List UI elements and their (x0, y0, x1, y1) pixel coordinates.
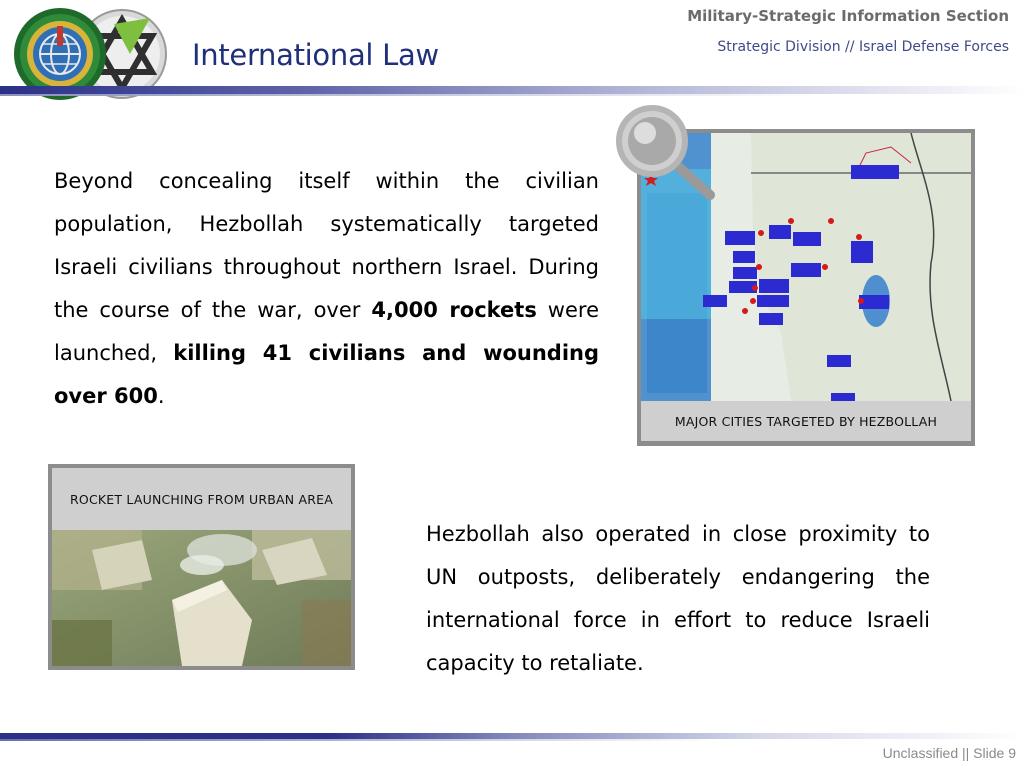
paragraph-un-outposts: Hezbollah also operated in close proximity to UN outposts, deliberately endangering the international force in effort to reduce Israeli capacity to retaliate. (426, 522, 930, 675)
org-title: Military-Strategic Information Section (687, 7, 1009, 25)
page-title: International Law (192, 38, 439, 72)
paragraph-text: Beyond concealing itself within the civilian population, Hezbollah systematically targeted Israeli civilians throughout northern Israel. During the course of the war, over (54, 169, 599, 322)
org-subtitle: Strategic Division // Israel Defense Forces (717, 39, 1009, 55)
photo-figure (48, 464, 355, 670)
magnifier-icon (612, 103, 717, 203)
paragraph-text: . (157, 384, 165, 408)
urban-area-image (52, 530, 351, 666)
header-divider (0, 86, 1024, 94)
footer-divider-thin (0, 739, 1024, 741)
paragraph-text: were launched, (54, 298, 599, 365)
paragraph-hezbollah-targeting (54, 160, 599, 418)
casualties-text: killing 41 civilians and wounding over 600 (54, 341, 600, 408)
rockets-count: 4,000 rockets (371, 298, 537, 322)
header-divider-thin (0, 94, 1024, 96)
map-caption: MAJOR CITIES TARGETED BY HEZBOLLAH (641, 401, 971, 441)
photo-caption: ROCKET LAUNCHING FROM URBAN AREA (52, 468, 351, 530)
footer-slide-number: Unclassified || Slide 9 (882, 745, 1016, 761)
rocket-launch-photo (52, 530, 351, 666)
